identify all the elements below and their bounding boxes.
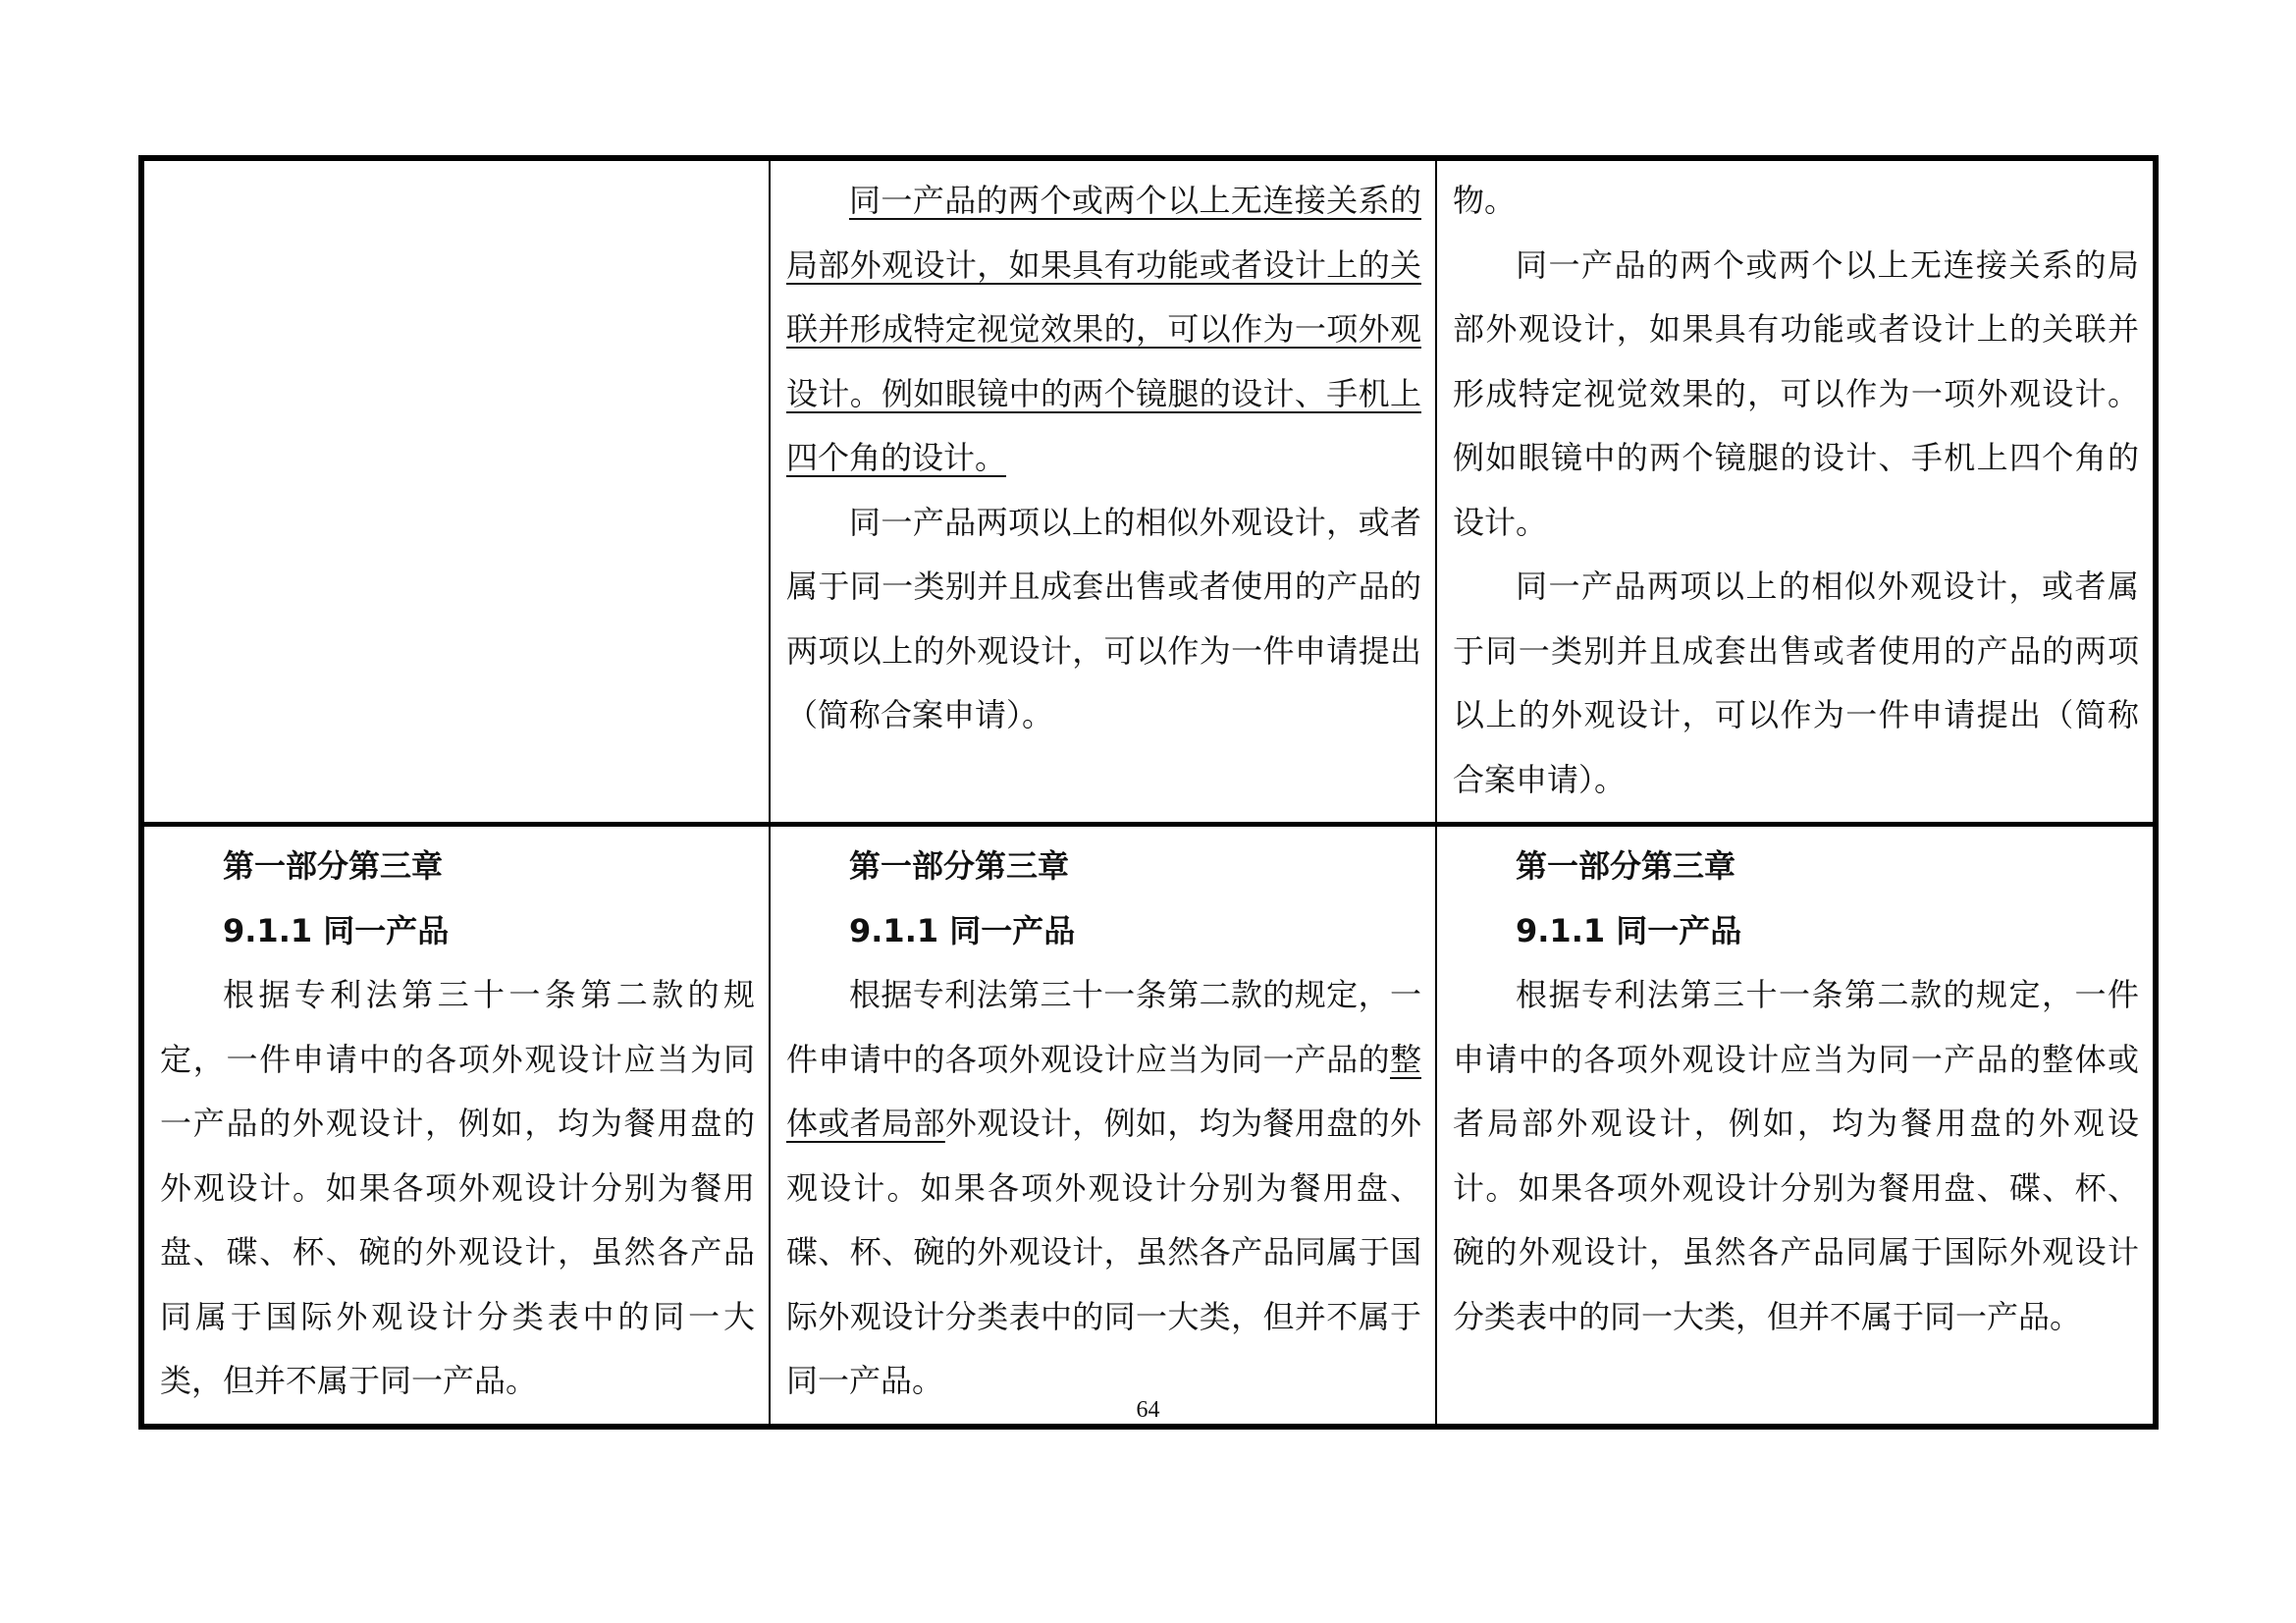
paragraph: 同一产品的两个或两个以上无连接关系的局部外观设计，如果具有功能或者设计上的关联并形成特定视觉效果的，可以作为一项外观设计。例如眼镜中的两个镜腿的设计、手机上四个角的设计。 <box>1453 245 2139 541</box>
section-heading: 9.1.1 同一产品 <box>849 911 1076 949</box>
section-heading: 9.1.1 同一产品 <box>223 911 450 949</box>
text-span: 根据专利法第三十一条第二款的规定，一件申请中的各项外观设计应当为同一产品的 <box>786 976 1421 1078</box>
underlined-text: 整体或者局部 <box>786 1040 1421 1142</box>
cell-row2-col3 <box>1436 825 2156 1427</box>
table-row <box>141 158 2156 825</box>
paragraph <box>786 169 1421 491</box>
cell-row2-col1 <box>141 825 770 1427</box>
cell-row2-col2 <box>770 825 1436 1427</box>
section-heading: 9.1.1 同一产品 <box>1516 911 1742 949</box>
paragraph: 根据专利法第三十一条第二款的规定，一件申请中的各项外观设计应当为同一产品的整体或者局部外观设计，例如，均为餐用盘的外观设计。如果各项外观设计分别为餐用盘、碟、杯、碗的外观设计，虽然各产品同属于国际外观设计分类表中的同一大类，但并不属于同一产品。 <box>1453 976 2139 1335</box>
cell-row1-col1 <box>141 158 770 825</box>
chapter-heading: 第一部分第三章 <box>849 847 1070 885</box>
table-row <box>141 825 2156 1427</box>
underlined-text: 同一产品的两个或两个以上无连接关系的局部外观设计，如果具有功能或者设计上的关联并形成特定视觉效果的，可以作为一项外观设计。例如眼镜中的两个镜腿的设计、手机上四个角的设计。 <box>786 182 1421 476</box>
cell-row1-col3 <box>1436 158 2156 825</box>
paragraph: 同一产品两项以上的相似外观设计，或者属于同一类别并且成套出售或者使用的产品的两项以上的外观设计，可以作为一件申请提出（简称合案申请）。 <box>786 503 1421 733</box>
comparison-table <box>138 155 2159 1430</box>
paragraph: 同一产品两项以上的相似外观设计，或者属于同一类别并且成套出售或者使用的产品的两项以上的外观设计，可以作为一件申请提出（简称合案申请）。 <box>1453 568 2139 798</box>
paragraph: 根据专利法第三十一条第二款的规定，一件申请中的各项外观设计应当为同一产品的外观设计，例如，均为餐用盘的外观设计。如果各项外观设计分别为餐用盘、碟、杯、碗的外观设计，虽然各产品同属于国际外观设计分类表中的同一大类，但并不属于同一产品。 <box>160 976 755 1399</box>
text-span: 外观设计，例如，均为餐用盘的外观设计。如果各项外观设计分别为餐用盘、碟、杯、碗的外观设计，虽然各产品同属于国际外观设计分类表中的同一大类，但并不属于同一产品。 <box>786 1105 1421 1399</box>
paragraph <box>786 963 1421 1414</box>
chapter-heading: 第一部分第三章 <box>1516 847 1736 885</box>
chapter-heading: 第一部分第三章 <box>223 847 444 885</box>
page-number: 64 <box>1136 1397 1160 1423</box>
paragraph: 物。 <box>1453 182 1517 219</box>
cell-row1-col2 <box>770 158 1436 825</box>
